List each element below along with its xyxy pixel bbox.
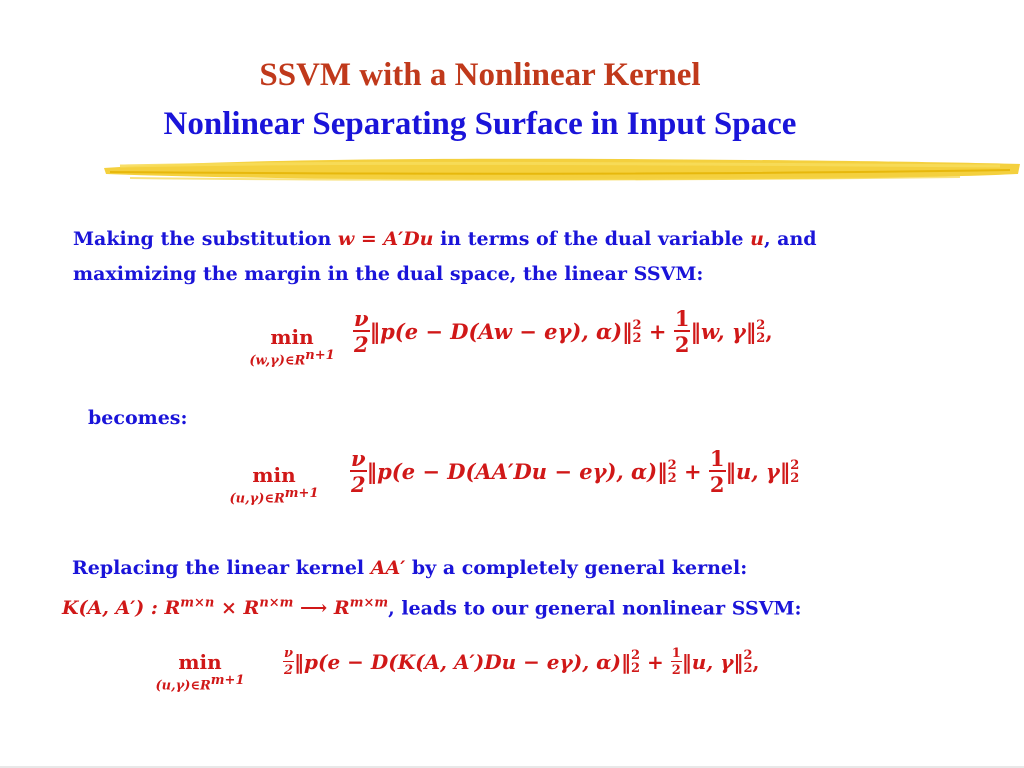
dual-variable: u <box>750 228 764 250</box>
para1-text-b: in terms of the dual variable <box>433 228 751 250</box>
substitution-expression: w = A′Du <box>337 228 434 250</box>
slide-title: SSVM with a Nonlinear Kernel <box>259 57 701 93</box>
eq2-min-subscript: $(u,\gamma)\in R^{m+1}$ <box>229 486 319 507</box>
highlighter-stroke <box>100 150 1024 186</box>
kernel-mapping-expression: K(A, A′) : $R^{m\times n} \times R^{n\times m}$ ⟶ $R^{m\times m}$ <box>62 596 389 620</box>
paragraph-kernel-definition: K(A, A′) : $R^{m\times n} \times R^{n\times m}$ ⟶ $R^{m\times m}$, leads to our general nonlinear SSVM: <box>62 596 802 620</box>
eq1-expression: $\frac{\nu}{2}$ ‖p(e − D(Aw − eγ), α)‖ 2 2 + $\frac{1}{2}$ ‖w, γ‖ 2 2 , <box>353 306 773 357</box>
eq2-expression: $\frac{\nu}{2}$ ‖p(e − D(AA′Du − eγ), α)‖ 2 2 + $\frac{1}{2}$ ‖u, γ‖ 2 2 <box>350 446 800 497</box>
becomes-label: becomes: <box>88 407 188 429</box>
linear-kernel-expression: AA′ <box>370 557 406 579</box>
para1-text-a: Making the substitution <box>73 228 338 250</box>
para1-text-c: , and <box>763 228 817 250</box>
eq1-min: min $(w,\gamma)\in R^{n+1}$ <box>232 325 352 368</box>
eq2-min: min $(u,\gamma)\in R^{m+1}$ <box>214 463 334 506</box>
eq3-min-subscript: $(u,\gamma)\in R^{m+1}$ <box>155 673 245 694</box>
para1-line2: maximizing the margin in the dual space, the linear SSVM: <box>73 263 704 285</box>
eq3-min: min $(u,\gamma)\in R^{m+1}$ <box>140 650 260 693</box>
eq1-min-subscript: $(w,\gamma)\in R^{n+1}$ <box>249 348 335 369</box>
paragraph-kernel-replacement: Replacing the linear kernel AA′ by a completely general kernel: <box>72 557 748 579</box>
slide-subtitle: Nonlinear Separating Surface in Input Space <box>163 106 797 142</box>
paragraph-substitution <box>73 222 817 292</box>
eq3-expression: $\frac{\nu}{2}$ ‖p(e − D(K(A, A′)Du − eγ), α)‖ 2 2 + $\frac{1}{2}$ ‖u, γ‖ 2 2 , <box>283 646 760 678</box>
